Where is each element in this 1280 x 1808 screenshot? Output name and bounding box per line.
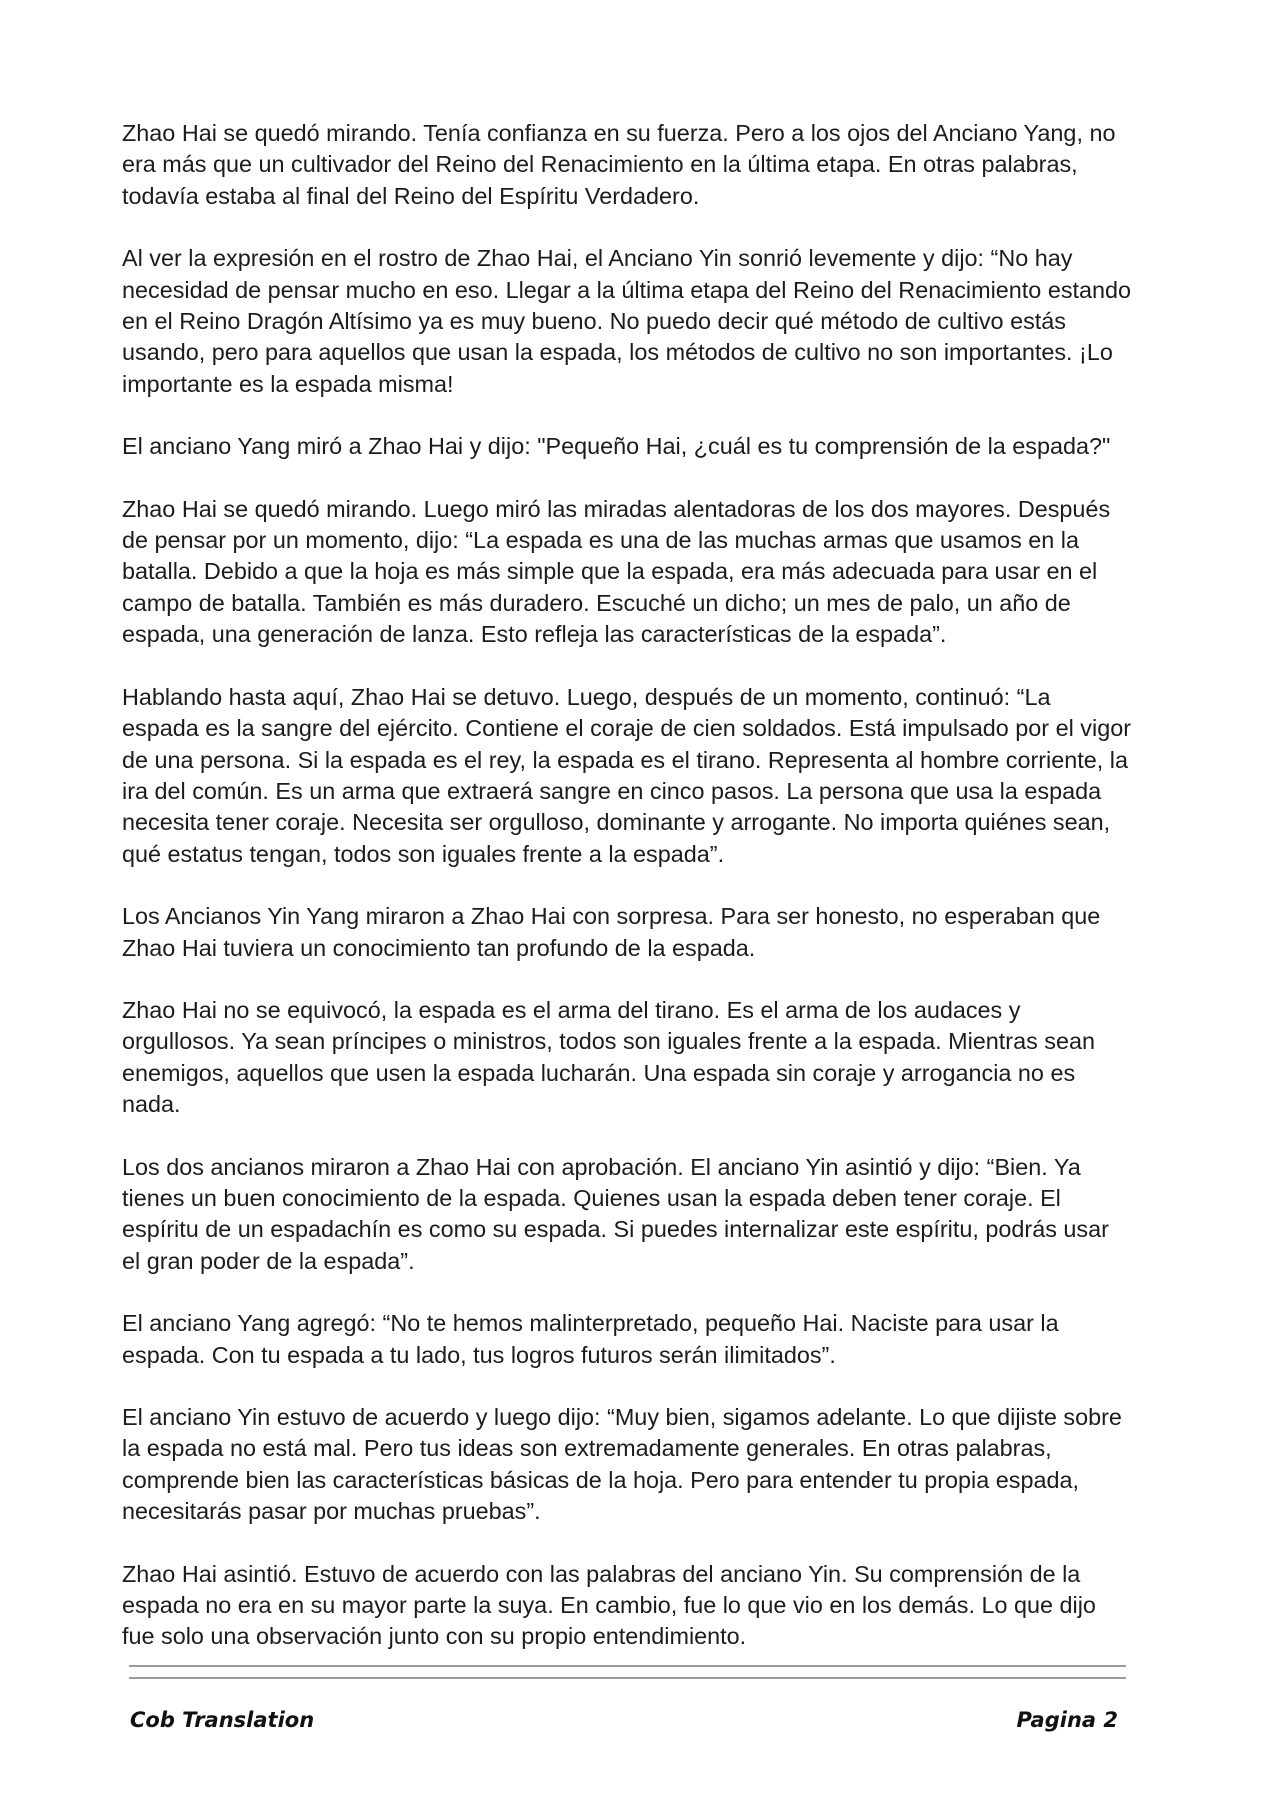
paragraph-7: Zhao Hai no se equivocó, la espada es el arma del tirano. Es el arma de los audaces y orgullosos. Ya sean príncipes o ministros, todos son iguales frente a la espada. Mientras sean enemigos, aquellos que usen la espada lucharán. Una espada sin coraje y arrogancia no es nada.: [122, 996, 1095, 1118]
paragraph-11: Zhao Hai asintió. Estuvo de acuerdo con las palabras del anciano Yin. Su comprensión de la espada no era en su mayor parte la suya. En cambio, fue lo que vio en los demás. Lo que dijo fue solo una observación junto con su propio entendimiento.: [122, 1560, 1096, 1650]
paragraph-9: El anciano Yang agregó: “No te hemos malinterpretado, pequeño Hai. Naciste para usar la espada. Con tu espada a tu lado, tus logros futuros serán ilimitados”.: [122, 1310, 1059, 1368]
paragraph-10: El anciano Yin estuvo de acuerdo y luego dijo: “Muy bien, sigamos adelante. Lo que dijiste sobre la espada no está mal. Pero tus ideas son extremadamente generales. En otras palabras, comprende bien las características básicas de la hoja. Pero para entender tu propia espada, necesitarás pasar por muchas pruebas”.: [122, 1404, 1122, 1525]
paragraph-1: Zhao Hai se quedó mirando. Tenía confianza en su fuerza. Pero a los ojos del Anciano Yang, no era más que un cultivador del Reino del Renacimiento en la última etapa. En otras palabras, todavía estaba al final del Reino del Espíritu Verdadero.: [122, 120, 1116, 209]
footer-divider-top: [129, 1665, 1126, 1667]
paragraph-3: El anciano Yang miró a Zhao Hai y dijo: "Pequeño Hai, ¿cuál es tu comprensión de la espada?": [122, 433, 1111, 460]
body-text: [122, 118, 1132, 1684]
footer-page-number: Pagina 2: [1016, 1708, 1118, 1732]
paragraph-8: Los dos ancianos miraron a Zhao Hai con aprobación. El anciano Yin asintió y dijo: “Bien. Ya tienes un buen conocimiento de la espada. Quienes usan la espada deben tener coraje. El espíritu de un espadachín es como su espada. Si puedes internalizar este espíritu, podrás usar el gran poder de la espada”.: [122, 1153, 1109, 1274]
paragraph-2: Al ver la expresión en el rostro de Zhao Hai, el Anciano Yin sonrió levemente y dijo: “No hay necesidad de pensar mucho en eso. Llegar a la última etapa del Reino del Renacimiento estando en el Reino Dragón Altísimo ya es muy bueno. No puedo decir qué método de cultivo estás usando, pero para aquellos que usan la espada, los métodos de cultivo no son importantes. ¡Lo importante es la espada misma!: [122, 245, 1132, 397]
paragraph-6: Los Ancianos Yin Yang miraron a Zhao Hai con sorpresa. Para ser honesto, no esperaban que Zhao Hai tuviera un conocimiento tan profundo de la espada.: [122, 903, 1101, 961]
footer-translator-credit: Cob Translation: [130, 1708, 315, 1732]
footer-divider-bottom: [129, 1677, 1126, 1679]
paragraph-4: Zhao Hai se quedó mirando. Luego miró las miradas alentadoras de los dos mayores. Después de pensar por un momento, dijo: “La espada es una de las muchas armas que usamos en la batalla. Debido a que la hoja es más simple que la espada, era más adecuada para usar en el campo de batalla. También es más duradero. Escuché un dicho; un mes de palo, un año de espada, una generación de lanza. Esto refleja las características de la espada”.: [122, 495, 1111, 648]
paragraph-5: Hablando hasta aquí, Zhao Hai se detuvo. Luego, después de un momento, continuó: “La espada es la sangre del ejército. Contiene el coraje de cien soldados. Está impulsado por el vigor de una persona. Si la espada es el rey, la espada es el tirano. Representa al hombre corriente, la ira del común. Es un arma que extraerá sangre en cinco pasos. La persona que usa la espada necesita tener coraje. Necesita ser orgulloso, dominante y arrogante. No importa quiénes sean, qué estatus tengan, todos son iguales frente a la espada”.: [122, 683, 1131, 867]
